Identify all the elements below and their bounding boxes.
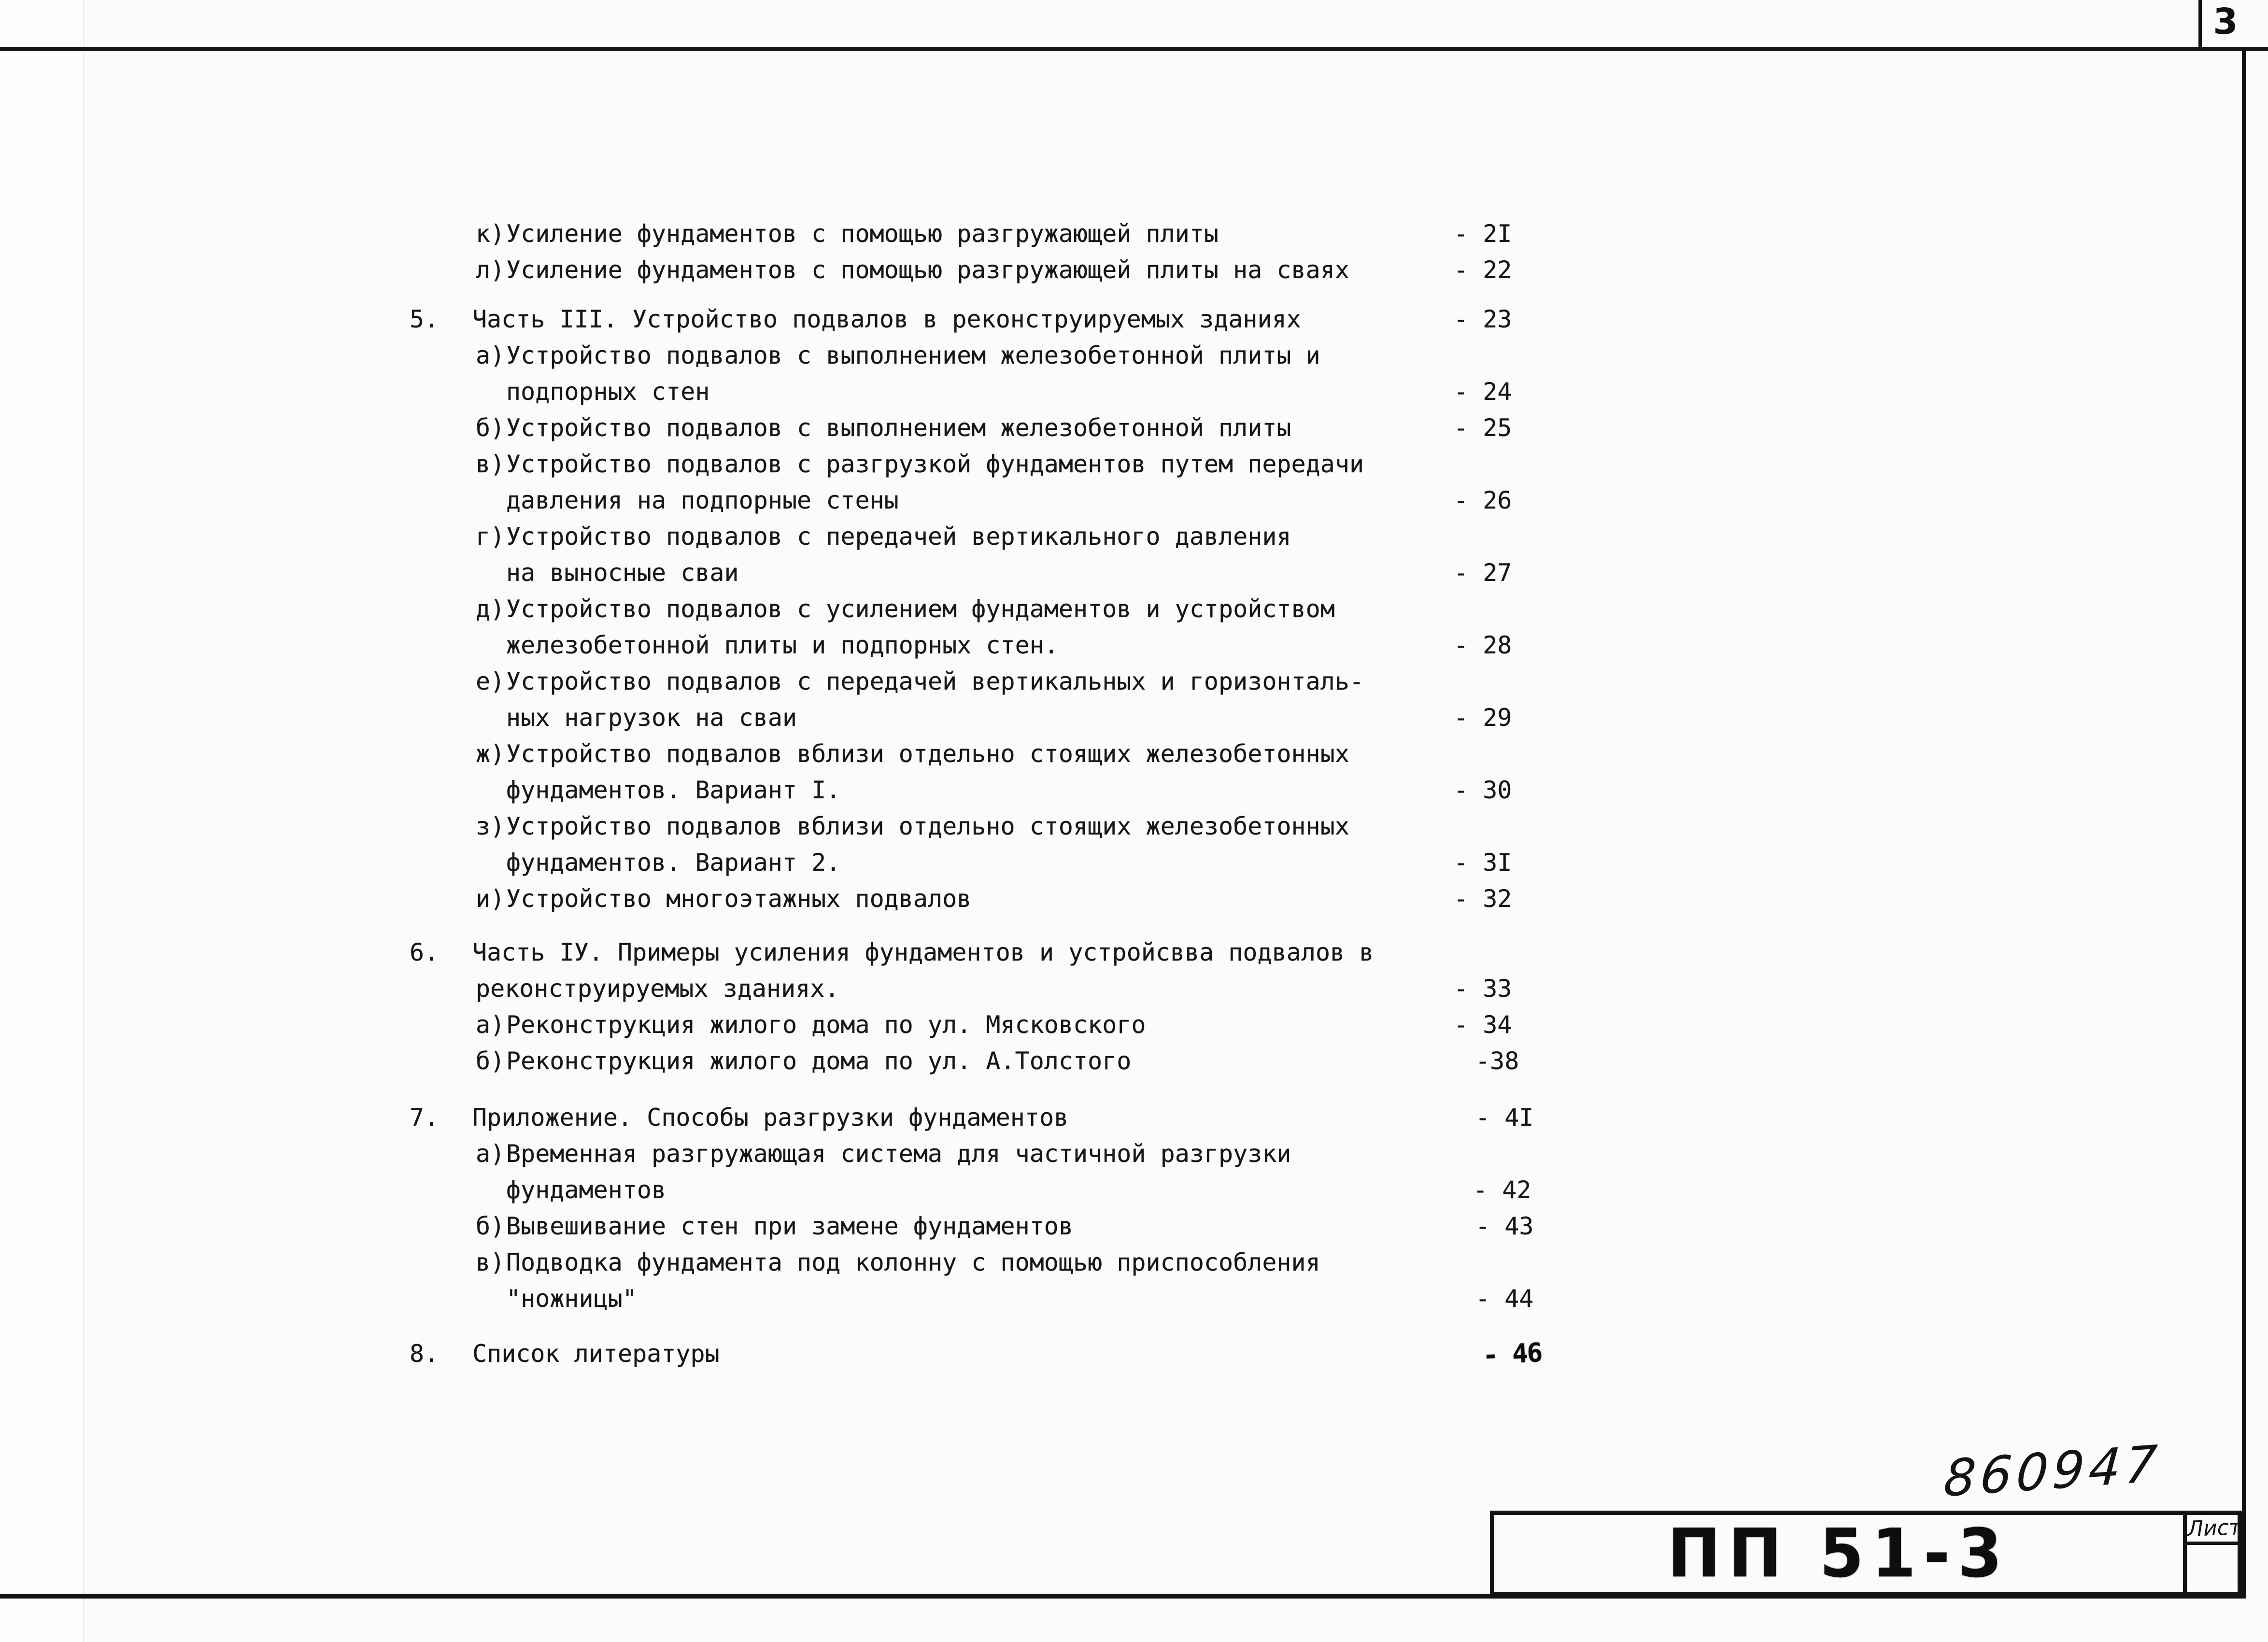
toc-row <box>0 627 2268 664</box>
toc-item-label: и) <box>476 885 505 913</box>
toc-row <box>0 591 2268 627</box>
toc-item-page-number: - 27 <box>1454 559 1512 587</box>
toc-row <box>0 1100 2268 1136</box>
toc-item-page-number: - 30 <box>1454 776 1512 804</box>
toc-item-label: в) <box>476 1248 505 1276</box>
toc-item-label: 8. <box>410 1340 439 1368</box>
toc-item-text: Устройство подвалов с выполнением железобетонной плиты <box>506 414 1291 442</box>
toc-item-label: л) <box>476 256 505 284</box>
toc-item-page-number: - 28 <box>1454 631 1512 659</box>
toc-item-page-number: -38 <box>1475 1047 1519 1075</box>
toc-item-page-number: - 23 <box>1454 305 1512 333</box>
title-block <box>1490 1511 2242 1596</box>
toc-item-text: Устройство подвалов вблизи отдельно стоящих железобетонных <box>506 740 1349 768</box>
toc-row <box>0 772 2268 808</box>
toc-item-text: Реконструкция жилого дома по ул. А.Толстого <box>506 1047 1132 1075</box>
toc-item-text: Устройство подвалов с передачей вертикального давления <box>506 523 1291 551</box>
toc-item-label: а) <box>476 1011 505 1039</box>
toc-item-page-number: - 24 <box>1454 378 1512 406</box>
toc-item-text: реконструируемых зданиях. <box>476 975 839 1003</box>
toc-item-label: в) <box>476 450 505 478</box>
toc-item-text: фундаментов. Вариант I. <box>506 776 841 804</box>
toc-row <box>0 808 2268 845</box>
toc-item-label: б) <box>476 1212 505 1240</box>
toc-item-label: 7. <box>410 1104 439 1132</box>
toc-row <box>0 1043 2268 1079</box>
toc-row <box>0 1172 2268 1208</box>
toc-item-text: Устройство подвалов с разгрузкой фундаментов путем передачи <box>506 450 1364 478</box>
toc-item-label: а) <box>476 341 505 369</box>
toc-row <box>0 1136 2268 1172</box>
toc-row <box>0 1336 2268 1372</box>
toc-item-text: на выносные сваи <box>506 559 739 587</box>
toc-row <box>0 252 2268 288</box>
toc-item-label: д) <box>476 595 505 623</box>
toc-item-label: а) <box>476 1140 505 1168</box>
toc-row <box>0 736 2268 772</box>
toc-item-text: Временная разгружающая система для частичной разгрузки <box>506 1140 1291 1168</box>
toc-row <box>0 519 2268 555</box>
toc-row <box>0 555 2268 591</box>
toc-item-page-number: - 4I <box>1475 1104 1534 1132</box>
toc-item-page-number: - 44 <box>1475 1285 1534 1313</box>
toc-row <box>0 971 2268 1007</box>
toc-item-page-number: - 29 <box>1454 704 1512 732</box>
toc-item-page-number: - 3I <box>1454 849 1512 877</box>
toc-item-text: Часть III. Устройство подвалов в реконструируемых зданиях <box>472 305 1301 333</box>
toc-item-page-number: - 46 <box>1482 1337 1543 1371</box>
toc-row <box>0 482 2268 519</box>
toc-row <box>0 664 2268 700</box>
toc-item-text: железобетонной плиты и подпорных стен. <box>506 631 1059 659</box>
sheet-label-column <box>2183 1515 2241 1592</box>
toc-item-text: Реконструкция жилого дома по ул. Мясковского <box>506 1011 1146 1039</box>
toc-item-text: Устройство подвалов с усилением фундаментов и устройством <box>506 595 1335 623</box>
toc-row <box>0 446 2268 482</box>
toc-item-label: 6. <box>410 938 439 966</box>
toc-item-page-number: - 22 <box>1454 256 1512 284</box>
toc-item-text: фундаментов. Вариант 2. <box>506 849 841 877</box>
toc-item-label: г) <box>476 523 505 551</box>
toc-row <box>0 1208 2268 1245</box>
toc-item-text: Подводка фундамента под колонну с помощью приспособления <box>506 1248 1320 1276</box>
toc-item-text: Приложение. Способы разгрузки фундаментов <box>472 1104 1069 1132</box>
toc-row <box>0 934 2268 971</box>
toc-row <box>0 301 2268 338</box>
toc-item-text: Устройство подвалов с выполнением железобетонной плиты и <box>506 341 1320 369</box>
toc-item-text: ных нагрузок на сваи <box>506 704 797 732</box>
toc-row <box>0 216 2268 252</box>
toc-item-label: ж) <box>476 740 505 768</box>
toc-row <box>0 881 2268 917</box>
toc-item-page-number: - 43 <box>1475 1212 1534 1240</box>
sheet-label: Лист <box>2186 1515 2242 1542</box>
toc-row <box>0 410 2268 446</box>
toc-item-page-number: - 34 <box>1454 1011 1512 1039</box>
title-code-cell <box>1494 1515 2183 1592</box>
toc-row <box>0 845 2268 881</box>
toc-item-page-number: - 32 <box>1454 885 1512 913</box>
toc-item-text: Устройство подвалов с передачей вертикальных и горизонталь- <box>506 667 1364 695</box>
toc-row <box>0 700 2268 736</box>
toc-item-page-number: - 26 <box>1454 486 1512 514</box>
toc-item-label: к) <box>476 220 505 248</box>
sheet-label-cell <box>2187 1515 2241 1545</box>
toc-row <box>0 1007 2268 1043</box>
toc-item-text: "ножницы" <box>506 1285 637 1313</box>
toc-item-page-number: - 42 <box>1473 1176 1531 1204</box>
toc-item-text: Устройство подвалов вблизи отдельно стоящих железобетонных <box>506 812 1349 840</box>
toc-item-label: 5. <box>410 305 439 333</box>
toc-item-text: Усиление фундаментов с помощью разгружающей плиты на сваях <box>506 256 1349 284</box>
sheet-number: 3 <box>2213 1 2238 42</box>
toc-row <box>0 338 2268 374</box>
toc-row <box>0 374 2268 410</box>
toc-item-page-number: - 2I <box>1454 220 1512 248</box>
toc-item-text: Список литературы <box>472 1340 720 1368</box>
toc-item-text: фундаментов <box>506 1176 666 1204</box>
toc-item-text: Вывешивание стен при замене фундаментов <box>506 1212 1073 1240</box>
toc-item-text: Устройство многоэтажных подвалов <box>506 885 972 913</box>
toc-item-label: б) <box>476 1047 505 1075</box>
toc-row <box>0 1281 2268 1317</box>
sheet-value-cell <box>2187 1545 2241 1592</box>
toc-item-page-number: - 25 <box>1454 414 1512 442</box>
document-code: ПП 51-3 <box>1667 1514 2010 1593</box>
toc-row <box>0 1245 2268 1281</box>
toc-item-text: подпорных стен <box>506 378 710 406</box>
toc-item-text: давления на подпорные стены <box>506 486 899 514</box>
toc-item-label: е) <box>476 667 505 695</box>
toc-item-text: Усиление фундаментов с помощью разгружающей плиты <box>506 220 1219 248</box>
toc-item-text: Часть IУ. Примеры усиления фундаментов и устройсвва подвалов в <box>472 938 1374 966</box>
toc-item-label: з) <box>476 812 505 840</box>
toc-item-page-number: - 33 <box>1454 975 1512 1003</box>
handwritten-code: 860947 <box>1942 1433 2164 1509</box>
toc-item-label: б) <box>476 414 505 442</box>
